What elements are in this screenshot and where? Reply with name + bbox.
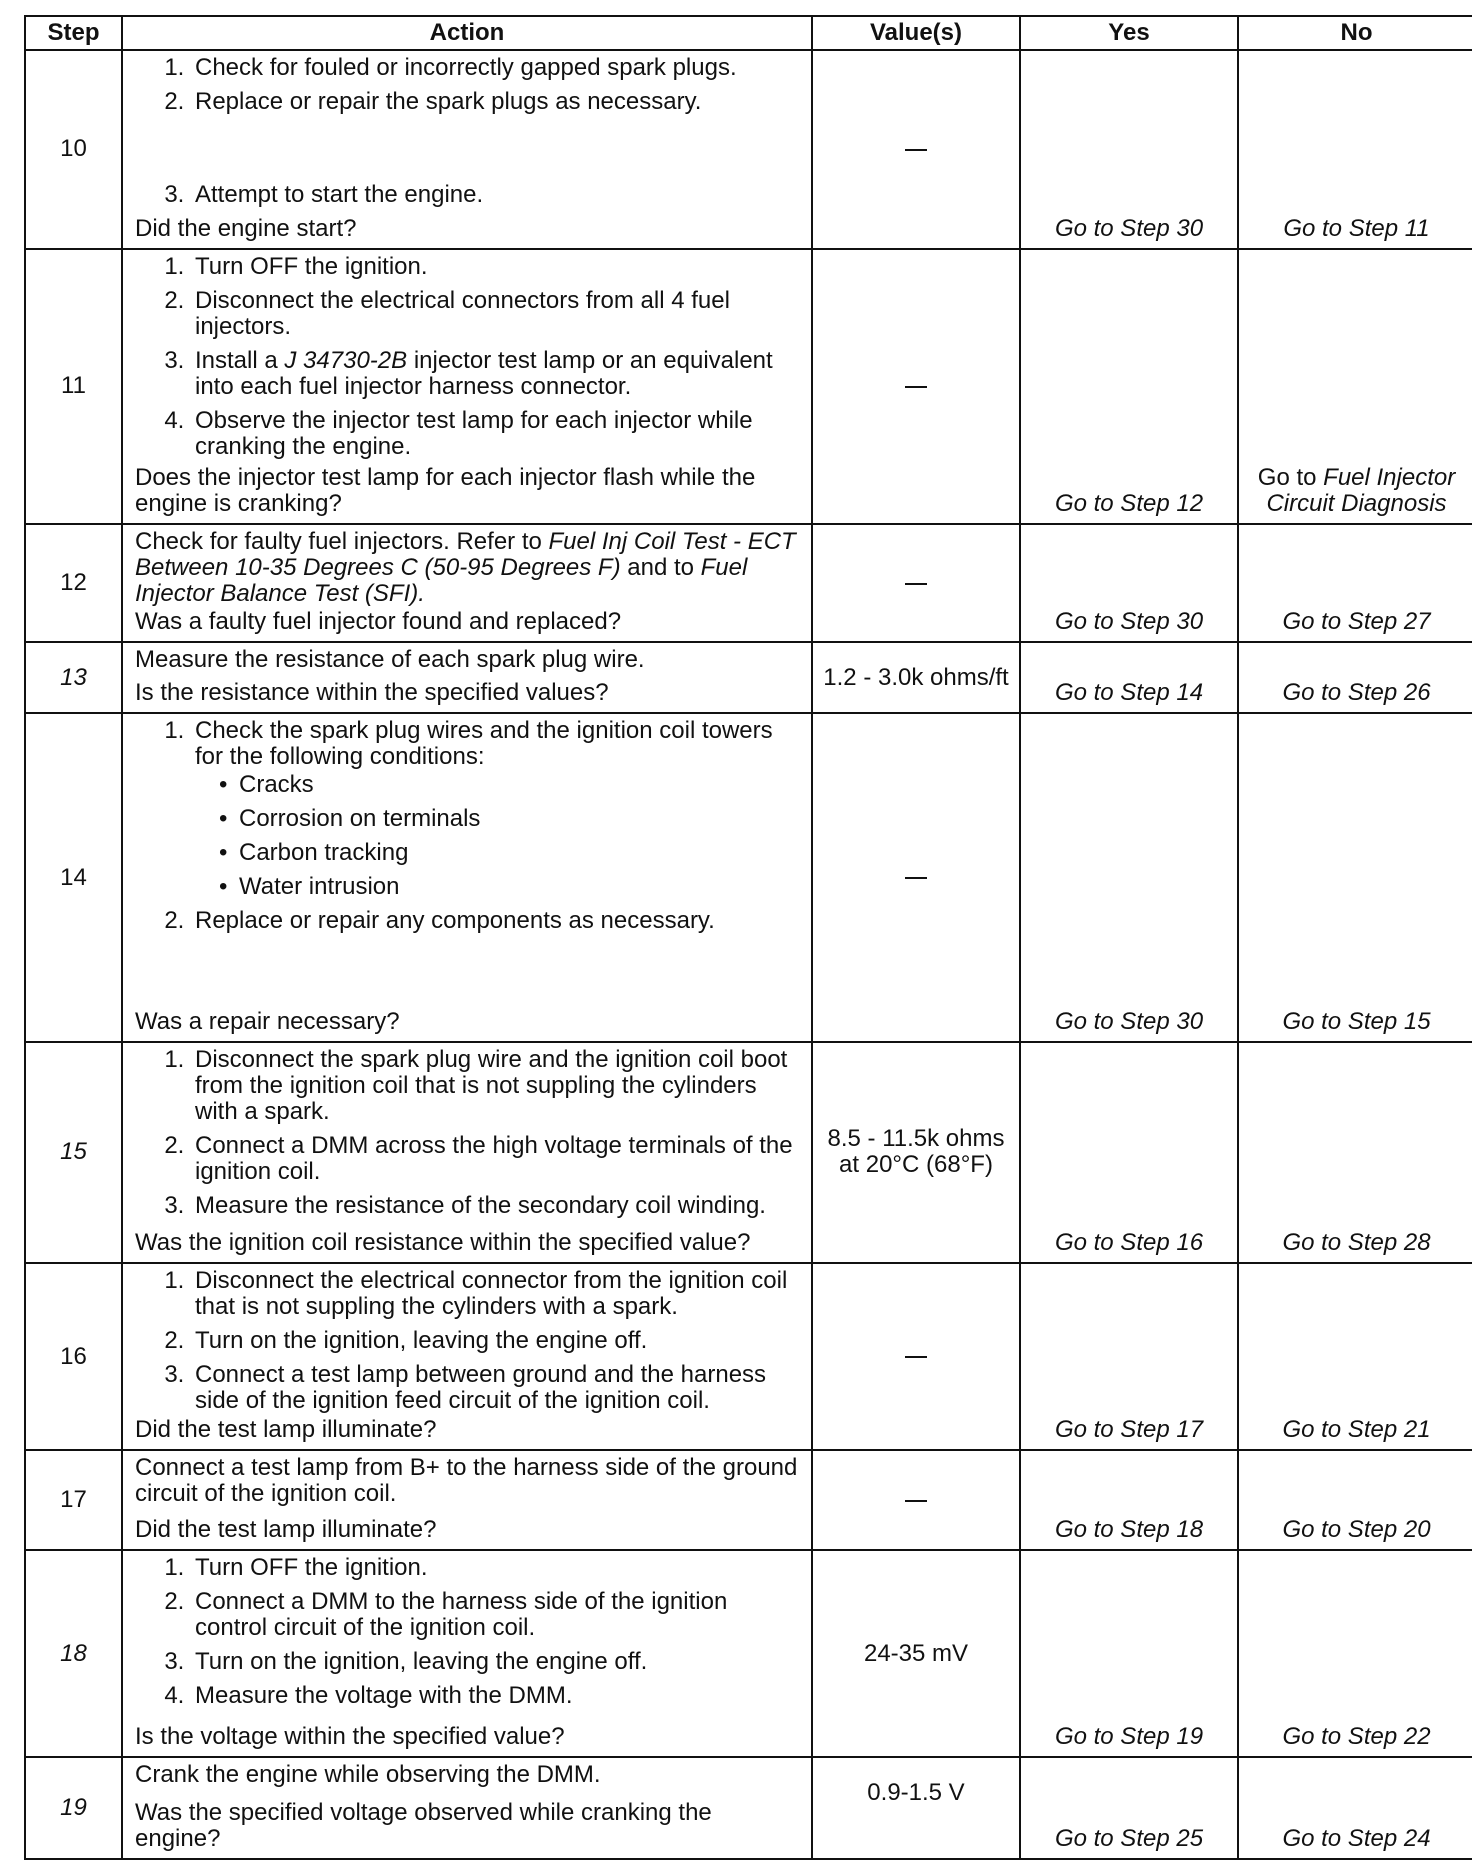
diagnostic-table: [24, 15, 1472, 1860]
no-cell: Go to Step 11: [1238, 50, 1472, 249]
no-cell: Go to Step 27: [1238, 524, 1472, 642]
table-row: [25, 1263, 1472, 1451]
yes-cell: Go to Step 30: [1020, 50, 1238, 249]
value-cell: [812, 50, 1020, 249]
condition-text: Carbon tracking: [239, 839, 409, 867]
action-item: 4. Observe the injector test lamp for each injector while cranking the engine.: [191, 408, 803, 460]
step-number: 15: [25, 1042, 122, 1263]
action-text: injector test lamp or an equivalent into each fuel injector harness connector.: [195, 346, 773, 400]
table-row: [25, 1757, 1472, 1859]
no-cell: [1238, 249, 1472, 524]
condition-list: [195, 772, 803, 900]
action-item: 2. Replace or repair the spark plugs as necessary.: [191, 89, 803, 115]
no-cell: Go to Step 28: [1238, 1042, 1472, 1263]
tool-reference: J 34730-2B: [284, 346, 408, 374]
yes-cell: Go to Step 19: [1020, 1550, 1238, 1757]
action-text: Measure the resistance of each spark plug wire.: [135, 646, 645, 674]
header-step: Step: [25, 16, 122, 50]
dash-mark: [905, 877, 927, 879]
action-item: 3. Turn on the ignition, leaving the engine off.: [191, 1649, 803, 1675]
yes-cell: Go to Step 30: [1020, 713, 1238, 1041]
value-cell: [812, 524, 1020, 642]
value-cell: [812, 713, 1020, 1041]
table-row: [25, 1042, 1472, 1263]
no-cell: Go to Step 15: [1238, 713, 1472, 1041]
step-number: 11: [25, 249, 122, 524]
action-question: Was the specified voltage observed while cranking the engine?: [135, 1799, 712, 1852]
action-item: [191, 718, 803, 900]
action-cell: [122, 713, 812, 1041]
action-item: 1. Turn OFF the ignition.: [191, 254, 803, 280]
action-item: 3. Connect a test lamp between ground and the harness side of the ignition feed circuit of the ignition coil.: [191, 1362, 803, 1414]
action-item: 2. Disconnect the electrical connectors from all 4 fuel injectors.: [191, 288, 803, 340]
table-row: [25, 1550, 1472, 1757]
action-text-part: Check for faulty fuel injectors. Refer to: [135, 527, 549, 555]
action-cell: [122, 50, 812, 249]
action-text: Check the spark plug wires and the ignition coil towers for the following conditions:: [195, 717, 773, 771]
yes-cell: Go to Step 14: [1020, 642, 1238, 713]
value-cell: [812, 249, 1020, 524]
dash-mark: [905, 149, 927, 151]
yes-cell: Go to Step 12: [1020, 249, 1238, 524]
header-action: Action: [122, 16, 812, 50]
header-no: No: [1238, 16, 1472, 50]
action-text: Crank the engine while observing the DMM.: [135, 1761, 601, 1789]
condition-text: Cracks: [239, 771, 314, 799]
table-row: [25, 713, 1472, 1041]
action-cell: [122, 249, 812, 524]
value-cell: 1.2 - 3.0k ohms/ft: [812, 642, 1020, 713]
header-yes: Yes: [1020, 16, 1238, 50]
value-cell: 24-35 mV: [812, 1550, 1020, 1757]
action-cell: [122, 1550, 812, 1757]
step-number: 14: [25, 713, 122, 1041]
action-cell: [122, 1263, 812, 1451]
action-item: 2. Replace or repair any components as necessary.: [191, 908, 803, 934]
action-cell: [122, 642, 812, 713]
dash-mark: [905, 386, 927, 388]
dash-mark: [905, 1500, 927, 1502]
action-text: [135, 529, 803, 607]
no-cell: Go to Step 26: [1238, 642, 1472, 713]
step-number: 16: [25, 1263, 122, 1451]
action-cell: [122, 524, 812, 642]
value-cell: [812, 1263, 1020, 1451]
action-question: Is the voltage within the specified value?: [135, 1723, 565, 1751]
dash-mark: [905, 1356, 927, 1358]
action-item: 3. Measure the resistance of the secondary coil winding.: [191, 1193, 803, 1219]
yes-cell: Go to Step 25: [1020, 1757, 1238, 1859]
action-cell: [122, 1042, 812, 1263]
action-cell: [122, 1450, 812, 1550]
step-number: 12: [25, 524, 122, 642]
action-item: 1. Turn OFF the ignition.: [191, 1555, 803, 1581]
action-item: 2. Connect a DMM across the high voltage terminals of the ignition coil.: [191, 1133, 803, 1185]
yes-cell: Go to Step 16: [1020, 1042, 1238, 1263]
procedure-link[interactable]: Fuel Inj Coil Test - ECT Between 10-35 Degrees C (50-95 Degrees F): [135, 527, 796, 581]
no-text: Go to: [1257, 463, 1324, 491]
action-item: 2. Turn on the ignition, leaving the engine off.: [191, 1328, 803, 1354]
no-cell: Go to Step 21: [1238, 1263, 1472, 1451]
action-text-part: and to: [620, 553, 701, 581]
no-cell: Go to Step 20: [1238, 1450, 1472, 1550]
list-item: • Water intrusion: [219, 873, 400, 901]
table-row: [25, 50, 1472, 249]
action-item: [191, 348, 803, 400]
no-cell: Go to Step 24: [1238, 1757, 1472, 1859]
step-number: 17: [25, 1450, 122, 1550]
yes-cell: Go to Step 18: [1020, 1450, 1238, 1550]
dash-mark: [905, 583, 927, 585]
value-cell: 0.9-1.5 V: [812, 1757, 1020, 1859]
action-text: Install a: [195, 346, 285, 374]
action-question: Was the ignition coil resistance within the specified value?: [135, 1228, 751, 1256]
action-question: Did the test lamp illuminate?: [135, 1516, 437, 1544]
condition-text: Water intrusion: [239, 873, 400, 901]
table-row: [25, 249, 1472, 524]
yes-cell: Go to Step 30: [1020, 524, 1238, 642]
header-row: [25, 16, 1472, 50]
action-item: 1. Disconnect the spark plug wire and the ignition coil boot from the ignition coil that is not suppling the cylinders with a spark.: [191, 1047, 803, 1125]
action-item: 1. Disconnect the electrical connector from the ignition coil that is not suppling the cylinders with a spark.: [191, 1268, 803, 1320]
action-question: Was a faulty fuel injector found and replaced?: [135, 608, 622, 636]
step-number: 13: [25, 642, 122, 713]
action-question: Is the resistance within the specified values?: [135, 679, 609, 707]
table-row: [25, 1450, 1472, 1550]
yes-cell: Go to Step 17: [1020, 1263, 1238, 1451]
list-item: • Corrosion on terminals: [219, 805, 481, 833]
step-number: 18: [25, 1550, 122, 1757]
procedure-link[interactable]: Fuel Injector Balance Test (SFI).: [135, 553, 748, 607]
condition-text: Corrosion on terminals: [239, 805, 481, 833]
step-number: 10: [25, 50, 122, 249]
action-item: 3. Attempt to start the engine.: [191, 182, 803, 208]
action-item: 2. Connect a DMM to the harness side of the ignition control circuit of the ignition coil.: [191, 1589, 803, 1641]
action-question: Was a repair necessary?: [135, 1007, 400, 1035]
list-item: • Carbon tracking: [219, 839, 409, 867]
diagnostic-table-sheet: [24, 15, 1472, 1860]
no-cell: Go to Step 22: [1238, 1550, 1472, 1757]
action-item: 4. Measure the voltage with the DMM.: [191, 1683, 803, 1709]
action-question: Does the injector test lamp for each injector flash while the engine is cranking?: [135, 463, 756, 517]
value-cell: [812, 1450, 1020, 1550]
value-cell: 8.5 - 11.5k ohms at 20°C (68°F): [812, 1042, 1020, 1263]
procedure-link[interactable]: Fuel Injector Circuit Diagnosis: [1266, 463, 1456, 517]
list-item: • Cracks: [219, 771, 314, 799]
action-question: Did the engine start?: [135, 214, 357, 242]
header-values: Value(s): [812, 16, 1020, 50]
table-row: [25, 642, 1472, 713]
action-text: Connect a test lamp from B+ to the harness side of the ground circuit of the ignition coil.: [135, 1454, 798, 1508]
action-item: 1. Check for fouled or incorrectly gapped spark plugs.: [191, 55, 803, 81]
action-question: Did the test lamp illuminate?: [135, 1416, 437, 1444]
step-number: 19: [25, 1757, 122, 1859]
action-cell: [122, 1757, 812, 1859]
table-row: [25, 524, 1472, 642]
